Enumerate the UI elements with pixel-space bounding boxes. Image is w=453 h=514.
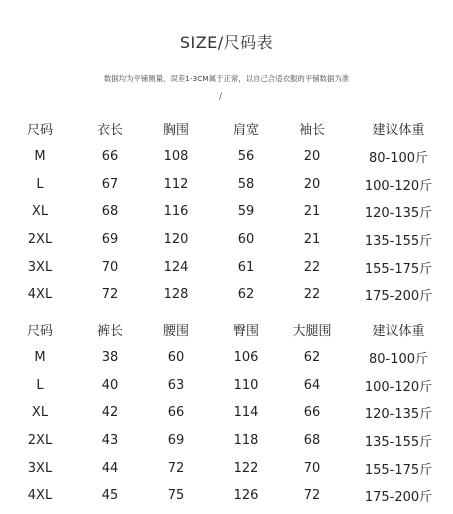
table-cell: 126	[233, 488, 259, 504]
table-cell: 21	[303, 204, 321, 220]
header-pants-length: 裤长	[96, 323, 123, 339]
table-cell: 80-100斤	[368, 151, 429, 167]
measurement-note: 数据均为平铺测量，误差1-3CM属于正常，以自己合适衣服的平铺数据为准	[103, 74, 350, 83]
table-cell: 100-120斤	[364, 178, 433, 194]
table-cell: 68	[303, 433, 321, 449]
table-row	[0, 399, 453, 427]
table-cell: 43	[101, 433, 119, 449]
table-row	[0, 281, 453, 309]
table-cell: 67	[101, 176, 119, 192]
table-cell: 120-135斤	[364, 206, 433, 222]
table-cell: 120	[163, 232, 189, 248]
table-row	[0, 482, 453, 510]
table-cell: 66	[167, 405, 185, 421]
table-cell: 68	[101, 204, 119, 220]
table-cell: 72	[101, 287, 119, 303]
table-cell: 108	[163, 149, 189, 165]
table-cell: 124	[163, 259, 189, 275]
table-cell: 116	[163, 204, 189, 220]
header-weight: 建议体重	[372, 122, 425, 138]
table-cell: 110	[233, 377, 259, 393]
table-row	[0, 253, 453, 281]
table-cell: 60	[237, 232, 255, 248]
table-cell: 40	[101, 377, 119, 393]
table-cell: 112	[163, 176, 189, 192]
table-cell: 4XL	[27, 488, 53, 504]
header-weight: 建议体重	[372, 323, 425, 339]
header-chest: 胸围	[162, 122, 189, 138]
table-cell: 72	[167, 460, 185, 476]
header-length: 衣长	[96, 122, 123, 138]
table-cell: XL	[31, 405, 49, 421]
table-cell: 66	[303, 405, 321, 421]
table-cell: 3XL	[27, 259, 53, 275]
table-row	[0, 454, 453, 482]
table-cell: 63	[167, 377, 185, 393]
table-cell: 22	[303, 287, 321, 303]
table-cell: 22	[303, 259, 321, 275]
table-cell: 135-155斤	[364, 234, 433, 250]
table-cell: 44	[101, 460, 119, 476]
table-cell: 45	[101, 488, 119, 504]
table-cell: 135-155斤	[364, 435, 433, 451]
table-cell: 20	[303, 176, 321, 192]
bottom-size-table	[0, 314, 453, 510]
table-cell: 155-175斤	[364, 261, 433, 277]
table-cell: 114	[233, 405, 259, 421]
table-cell: 175-200斤	[364, 289, 433, 305]
header-sleeve: 袖长	[298, 122, 325, 138]
table-cell: 42	[101, 405, 119, 421]
table-cell: 62	[237, 287, 255, 303]
table-cell: 175-200斤	[364, 490, 433, 506]
table-cell: 20	[303, 149, 321, 165]
table-cell: L	[36, 176, 44, 192]
table-cell: 72	[303, 488, 321, 504]
table-cell: 59	[237, 204, 255, 220]
table-cell: 4XL	[27, 287, 53, 303]
table-cell: 118	[233, 433, 259, 449]
table-cell: L	[36, 377, 44, 393]
table-cell: 64	[303, 377, 321, 393]
table-row	[0, 372, 453, 400]
table-cell: 2XL	[27, 433, 53, 449]
table-cell: M	[34, 149, 46, 165]
top-size-table	[0, 113, 453, 309]
table-cell: 38	[101, 350, 119, 366]
table-cell: 100-120斤	[364, 379, 433, 395]
table-cell: 69	[101, 232, 119, 248]
table-cell: XL	[31, 204, 49, 220]
table-cell: 58	[237, 176, 255, 192]
table-cell: 21	[303, 232, 321, 248]
slash-mark: /	[219, 92, 223, 102]
table-row	[0, 143, 453, 171]
table-cell: 60	[167, 350, 185, 366]
table-cell: 61	[237, 259, 255, 275]
table-cell: 56	[237, 149, 255, 165]
table-cell: 120-135斤	[364, 407, 433, 423]
table-cell: 2XL	[27, 232, 53, 248]
table-cell: 70	[101, 259, 119, 275]
table-cell: 62	[303, 350, 321, 366]
table-cell: 70	[303, 460, 321, 476]
table-cell: 128	[163, 287, 189, 303]
header-size: 尺码	[26, 323, 53, 339]
header-shoulder: 肩宽	[232, 122, 259, 138]
table-row	[0, 198, 453, 226]
table-row	[0, 171, 453, 199]
table-cell: 69	[167, 433, 185, 449]
table-header-row	[0, 113, 453, 143]
table-cell: M	[34, 350, 46, 366]
table-row	[0, 427, 453, 455]
table-cell: 122	[233, 460, 259, 476]
table-cell: 106	[233, 350, 259, 366]
header-thigh: 大腿围	[292, 323, 332, 339]
table-row	[0, 226, 453, 254]
table-cell: 3XL	[27, 460, 53, 476]
table-header-row	[0, 314, 453, 344]
table-row	[0, 344, 453, 372]
table-cell: 80-100斤	[368, 352, 429, 368]
header-hip: 臀围	[232, 323, 259, 339]
table-cell: 155-175斤	[364, 462, 433, 478]
table-cell: 66	[101, 149, 119, 165]
header-waist: 腰围	[162, 323, 189, 339]
page-title: SIZE/尺码表	[179, 33, 274, 52]
table-cell: 75	[167, 488, 185, 504]
header-size: 尺码	[26, 122, 53, 138]
